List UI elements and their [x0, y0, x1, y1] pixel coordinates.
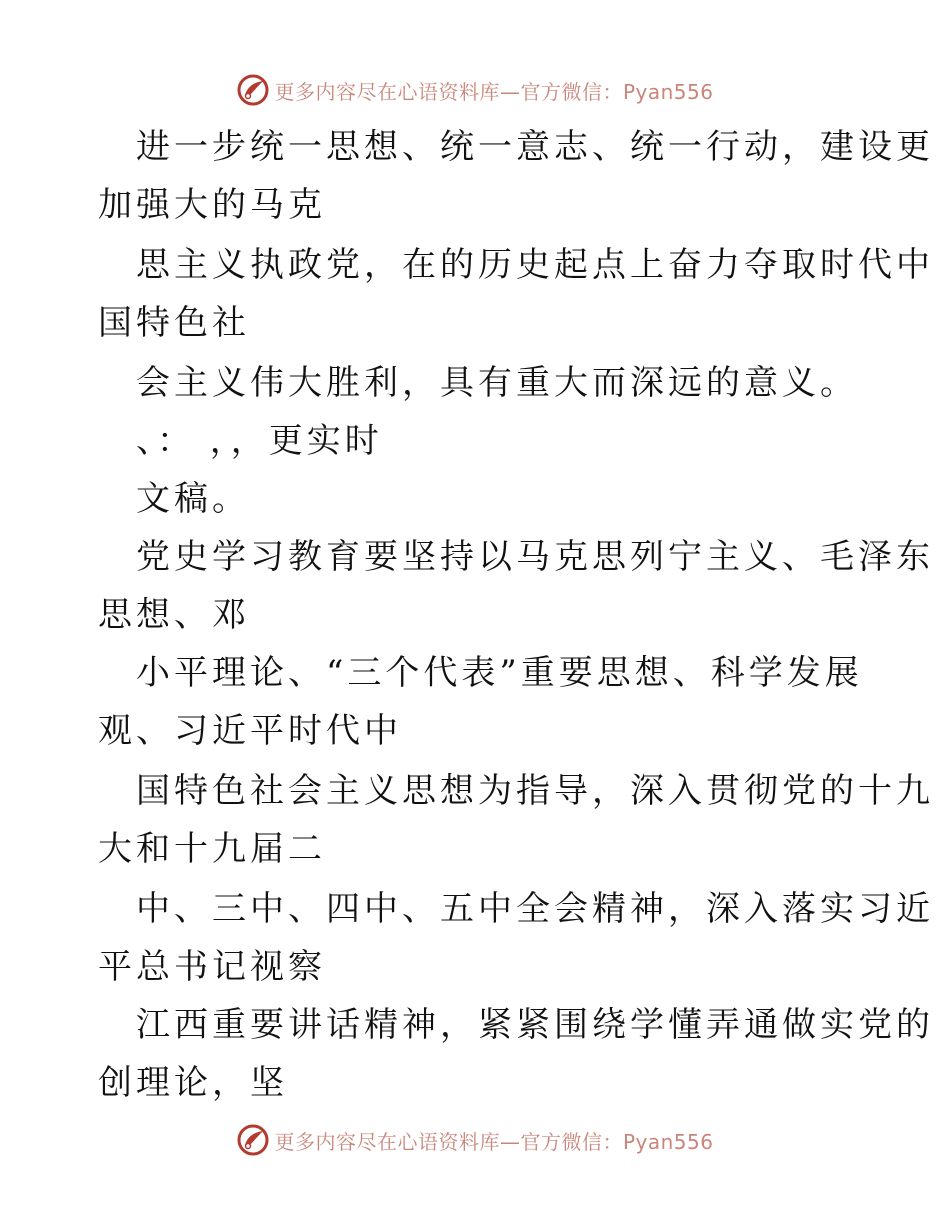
- text-line: 思想、邓: [98, 595, 250, 635]
- brand-logo-icon: [236, 73, 270, 107]
- header-banner-text: 更多内容尽在心语资料库—官方微信：Pyan556: [274, 79, 714, 104]
- header-banner: [0, 70, 950, 110]
- text-line: 党史学习教育要坚持以马克思列宁主义、毛泽东: [136, 537, 934, 577]
- text-line: 思主义执政党，在的历史起点上奋力夺取时代中: [136, 245, 934, 285]
- text-line: 加强大的马克: [98, 185, 326, 225]
- text-line: 进一步统一思想、统一意志、统一行动，建设更: [136, 127, 934, 167]
- text-line: 创理论，坚: [98, 1063, 288, 1103]
- text-line: 国特色社会主义思想为指导，深入贯彻党的十九: [136, 771, 934, 811]
- brand-logo-icon: [236, 1123, 270, 1157]
- footer-banner: [0, 1120, 950, 1160]
- footer-banner-text: 更多内容尽在心语资料库—官方微信：Pyan556: [274, 1129, 714, 1154]
- text-line: 平总书记视察: [98, 947, 326, 987]
- text-line: 国特色社: [98, 303, 250, 343]
- text-line: 大和十九届二: [98, 829, 326, 869]
- text-line: 会主义伟大胜利，具有重大而深远的意义。: [136, 363, 858, 403]
- text-line: 江西重要讲话精神，紧紧围绕学懂弄通做实党的: [136, 1005, 934, 1045]
- text-line: 文稿。: [136, 479, 250, 519]
- text-line: 中、三中、四中、五中全会精神，深入落实习近: [136, 889, 934, 929]
- text-line: 观、习近平时代中: [98, 711, 402, 751]
- text-line: 小平理论、“三个代表”重要思想、科学发展: [136, 653, 863, 693]
- text-line: 、： ，，更实时: [136, 421, 383, 461]
